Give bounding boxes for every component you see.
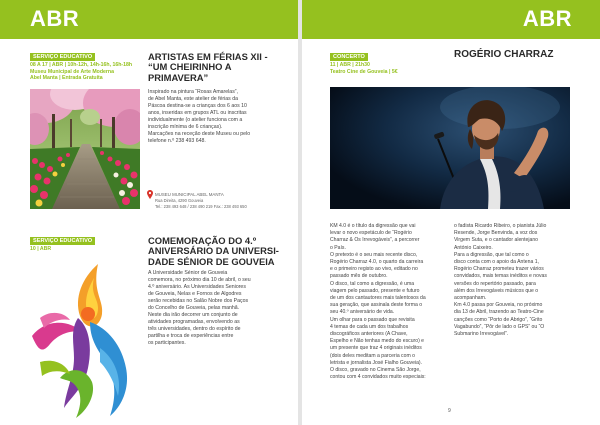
event3-description-col1 (330, 223, 426, 381)
event3-meta (330, 62, 398, 75)
event3-body-line: Resende, Jorge Benvinda, a voz dos (454, 230, 538, 237)
event3-body-line: O disco, gravado no Cinema São Jorge, (330, 367, 421, 374)
event3-body-line: discográficos anteriores (A Chave, (330, 331, 408, 338)
event3-body-line: Virgem Suta, e o cantador alentejano (454, 237, 539, 244)
event3-title (454, 50, 553, 60)
event3-body-line: o País. (330, 244, 346, 251)
event3-description-col2 (454, 223, 547, 338)
month-label-left: ABR (30, 6, 80, 31)
event2-body-line: os participantes. (148, 340, 186, 347)
event2-meta (30, 246, 51, 253)
event3-body-line: (dois deles meditam a parceria com o (330, 352, 415, 359)
event2-body-line: comemora, no próximo dia 10 de abril, o seu (148, 277, 251, 284)
event3-meta-line: 11 | ABR | 21h30 (330, 62, 370, 68)
event3-body-line: passado mês de outubro. (330, 273, 388, 280)
event1-body-line: Marcações na receção deste Museu ou pelo (148, 131, 251, 138)
event2-title-line: COMEMORAÇÃO DO 4.º (148, 235, 257, 246)
event2-body-line: de Gouveia, Nelas e Fornos de Algodres (148, 291, 242, 298)
event1-title (148, 52, 268, 83)
event3-body-line: viagem pelo passado, presente e futuro (330, 287, 420, 294)
event2-body-line: partilha e troca de experiências entre (148, 333, 234, 340)
event3-body-line: Rogério Charraz 4.0, o quarto da carreira (330, 259, 424, 266)
event2-body-line: serão recebidas no Salão Nobre dos Paços (148, 298, 249, 305)
event1-meta-line: 08 A 17 | ABR | 10h-12h, 14h-16h, 16h-18h (30, 62, 133, 68)
event3-body-line: contou com 4 convidados muito especiais: (330, 374, 426, 381)
garden-photo (30, 89, 140, 209)
event1-title-line: “UM CHEIRINHO A (148, 61, 232, 73)
event3-body-line: dia 13 de Abril, trazendo ao Teatro-Cine (454, 309, 544, 316)
event3-body-line: Submarino Irrevogável”. (454, 331, 509, 338)
event3-body-line: 4 temas de cada um dos trabalhos (330, 323, 409, 330)
event1-body-line: telefone n.º 238 493 648. (148, 138, 206, 145)
event2-body-line: A Universidade Sénior de Gouveia (148, 270, 228, 276)
event3-body-line: Um olhar para o passado que revisita (330, 316, 415, 323)
concert-photo (330, 87, 570, 209)
event2-body-line: do Concelho de Gouveia, pelas manhã. (148, 305, 240, 312)
event3-body-line: KM 4.0 é o título da digressão que vai (330, 223, 416, 229)
event2-body-line: 4.º aniversário. As Universidades Seniores (148, 284, 246, 291)
event3-body-line: seu 40.º aniversário de vida. (330, 309, 395, 316)
event3-body-line: Para a digressão, que tal como o (454, 251, 529, 258)
event1-venue-contacts: Tel.: 238 493 648 / 238 490 219 Fax.: 238 493 650 (155, 204, 247, 209)
event3-body-line: de um dos cantautores mais talentosos da (330, 295, 426, 302)
event1-category-tag: SERVIÇO EDUCATIVO (30, 53, 95, 61)
event2-title (148, 236, 279, 267)
event1-title-line: ARTISTAS EM FÉRIAS XII - (148, 51, 268, 62)
event1-body-line: Páscoa destina-se a crianças dos 6 aos 10 (148, 103, 247, 110)
event1-body-line: de Abel Manta, este atelier de férias da (148, 96, 238, 103)
event2-body-line: três universidades, dentro do espírito de (148, 326, 241, 333)
event3-title-line: ROGÉRIO CHARRAZ (454, 49, 554, 60)
event3-body-line: Charraz & Os Irrevogáveis”, a percorrer (330, 237, 420, 244)
event1-venue-address: Rua Direita, 4290 Gouveia (155, 198, 204, 203)
event1-venue-name: MUSEU MUNICIPAL ABEL MANTA (155, 192, 224, 197)
event3-body-line: versões do repertório passado, para (454, 280, 536, 287)
event3-body-line: e o primeiro registo ao vivo, editado no (330, 266, 418, 273)
event1-body-line: anos, inseridas em grupos ATL ou inscritas (148, 110, 247, 117)
event1-description (148, 89, 250, 145)
event2-category-tag: SERVIÇO EDUCATIVO (30, 237, 95, 245)
event2-meta-line: 10 | ABR (30, 246, 52, 252)
event3-category-tag: CONCERTO (330, 53, 368, 61)
page-number: 9 (448, 408, 451, 414)
page-spine (298, 0, 302, 425)
event3-meta-line: Teatro Cine de Gouveia | 5€ (330, 68, 398, 75)
event3-body-line: Vagabundo”, “Pôr de lado o GPS” ou “O (454, 323, 545, 330)
senior-university-logo (30, 258, 140, 420)
event3-body-line: O pretexto é o seu mais recente disco, (330, 251, 418, 258)
event3-body-line: Espelho e Não tenhas medo do escuro) e (330, 338, 425, 345)
location-pin-icon (147, 190, 153, 199)
event1-meta-line: Museu Municipal de Arte Moderna (30, 68, 114, 75)
event1-body-line: Inspirado na pintura “Rosas Amarelas”, (148, 89, 238, 95)
event3-body-line: Km 4.0 passa por Gouveia, no próximo (454, 302, 543, 309)
event3-body-line: um presente que traz 4 originais inéditos (330, 345, 422, 352)
event2-body-line: atividades programadas, envolvendo as (148, 319, 240, 326)
event3-body-line: Rogério Charraz prometeu trazer vários (454, 266, 544, 273)
event3-body-line: acompanham. (454, 295, 487, 302)
event3-body-line: disco conta com o apoio da Antena 1, (454, 259, 539, 266)
event3-body-line: além dos Irrevogáveis músicos que o (454, 287, 539, 294)
event1-body-line: inscrição mínima de 6 crianças). (148, 124, 223, 131)
event1-title-line: PRIMAVERA” (148, 71, 209, 83)
event3-body-line: António Caixeiro. (454, 244, 493, 251)
event2-title-line: DADE SÉNIOR DE GOUVEIA (148, 255, 275, 267)
event3-body-line: letrista e jornalista José Fialho Gouveia). (330, 359, 423, 366)
event1-meta-line: Abel Manta | Entrada Gratuita (30, 75, 103, 82)
event1-meta (30, 62, 132, 82)
event2-body-line: Neste dia irão decorrer um conjunto de (148, 312, 238, 319)
event3-body-line: O disco, tal como a digressão, é uma (330, 280, 415, 287)
event3-body-line: o fadista Ricardo Ribeiro, o pianista Júlio (454, 223, 547, 229)
event2-description (148, 270, 251, 348)
event3-body-line: convidados, mais temas inéditos e novas (454, 273, 547, 280)
event3-body-line: canções como “Porto de Abrigo”, “Grito (454, 316, 543, 323)
event1-body-line: individualmente (o atelier funciona com a (148, 117, 243, 124)
event3-body-line: sua geração, que assinala deste forma o (330, 302, 423, 309)
event3-body-line: levar o novo espetáculo de “Rogério (330, 230, 412, 237)
event2-title-line: ANIVERSÁRIO DA UNIVERSI- (148, 245, 279, 257)
month-label-right: ABR (522, 6, 572, 31)
